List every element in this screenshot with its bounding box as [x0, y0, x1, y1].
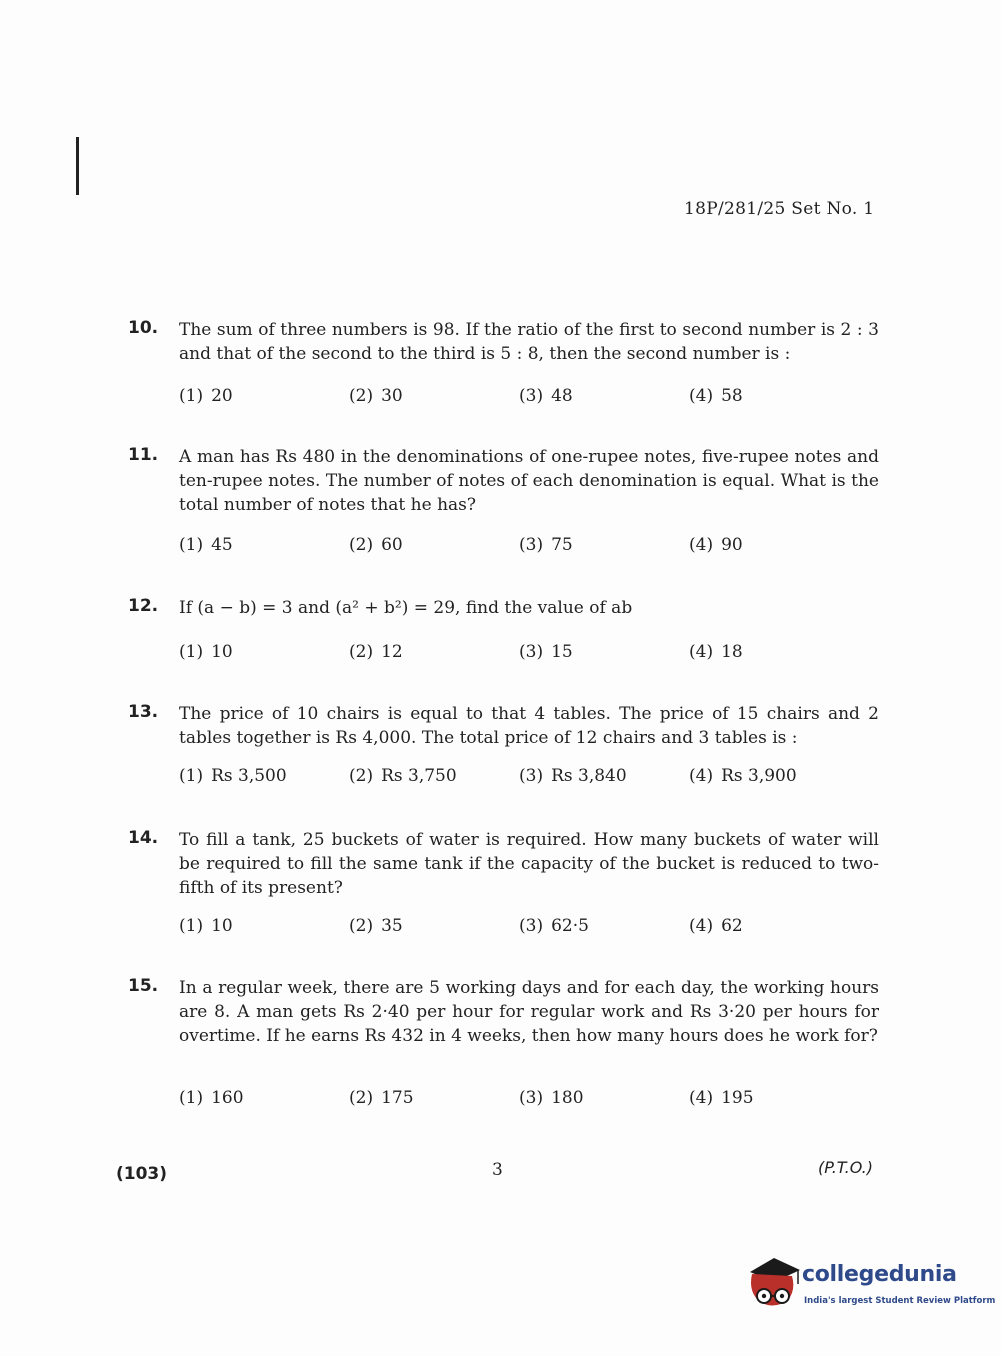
options: [179, 642, 879, 666]
paper-code: (103): [116, 1164, 168, 1184]
option-3: (3) Rs 3,840: [519, 766, 627, 786]
mascot-icon: [744, 1252, 802, 1314]
option-1: (1) 10: [179, 642, 233, 662]
option-3: (3) 62·5: [519, 916, 589, 936]
option-1: (1) 160: [179, 1088, 244, 1108]
option-2: (2) 60: [349, 535, 403, 555]
options: [179, 1088, 879, 1112]
question-text: In a regular week, there are 5 working days and for each day, the working hours are 8. A man gets Rs 2·40 per hour for regular work and Rs 3·20 per hours for overtime. If he earns Rs 432 in 4 weeks, then how many hours does he work for?: [179, 978, 879, 1046]
options: [179, 386, 879, 410]
option-4: (4) 90: [689, 535, 743, 555]
question-text: To fill a tank, 25 buckets of water is required. How many buckets of water will be required to fill the same tank if the capacity of the bucket is reduced to two-fifth of its present?: [179, 830, 879, 898]
question-number: 10.: [128, 318, 159, 338]
margin-mark: [76, 137, 79, 195]
page-number: 3: [492, 1160, 503, 1180]
option-2: (2) 30: [349, 386, 403, 406]
question-text: A man has Rs 480 in the denominations of one-rupee notes, five-rupee notes and ten-rupee notes. The number of notes of each denomination is equal. What is the total number of notes that he has?: [179, 447, 879, 515]
option-3: (3) 15: [519, 642, 573, 662]
set-number: 18P/281/25 Set No. 1: [684, 199, 875, 219]
options: [179, 916, 879, 940]
option-4: (4) 58: [689, 386, 743, 406]
option-1: (1) Rs 3,500: [179, 766, 287, 786]
option-4: (4) 195: [689, 1088, 754, 1108]
question-number: 15.: [128, 976, 159, 996]
question-text: If (a − b) = 3 and (a² + b²) = 29, find the value of ab: [179, 598, 633, 618]
option-4: (4) Rs 3,900: [689, 766, 797, 786]
option-1: (1) 10: [179, 916, 233, 936]
question-text: The price of 10 chairs is equal to that 4 tables. The price of 15 chairs and 2 tables together is Rs 4,000. The total price of 12 chairs and 3 tables is :: [179, 704, 879, 748]
option-4: (4) 62: [689, 916, 743, 936]
brand-name: collegedunia: [802, 1262, 957, 1287]
question-text: The sum of three numbers is 98. If the ratio of the first to second number is 2 : 3 and that of the second to the third is 5 : 8, then the second number is :: [179, 320, 879, 364]
brand-tagline: India's largest Student Review Platform: [804, 1296, 996, 1306]
option-2: (2) 175: [349, 1088, 414, 1108]
question-number: 14.: [128, 828, 159, 848]
option-4: (4) 18: [689, 642, 743, 662]
option-3: (3) 180: [519, 1088, 584, 1108]
question-number: 13.: [128, 702, 159, 722]
pto-label: (P.T.O.): [818, 1158, 874, 1177]
option-2: (2) 35: [349, 916, 403, 936]
question-number: 11.: [128, 445, 159, 465]
options: [179, 535, 879, 559]
option-3: (3) 75: [519, 535, 573, 555]
collegedunia-watermark: [744, 1252, 996, 1314]
option-1: (1) 20: [179, 386, 233, 406]
option-2: (2) Rs 3,750: [349, 766, 457, 786]
option-1: (1) 45: [179, 535, 233, 555]
question-number: 12.: [128, 596, 159, 616]
option-3: (3) 48: [519, 386, 573, 406]
options: [179, 766, 879, 790]
option-2: (2) 12: [349, 642, 403, 662]
